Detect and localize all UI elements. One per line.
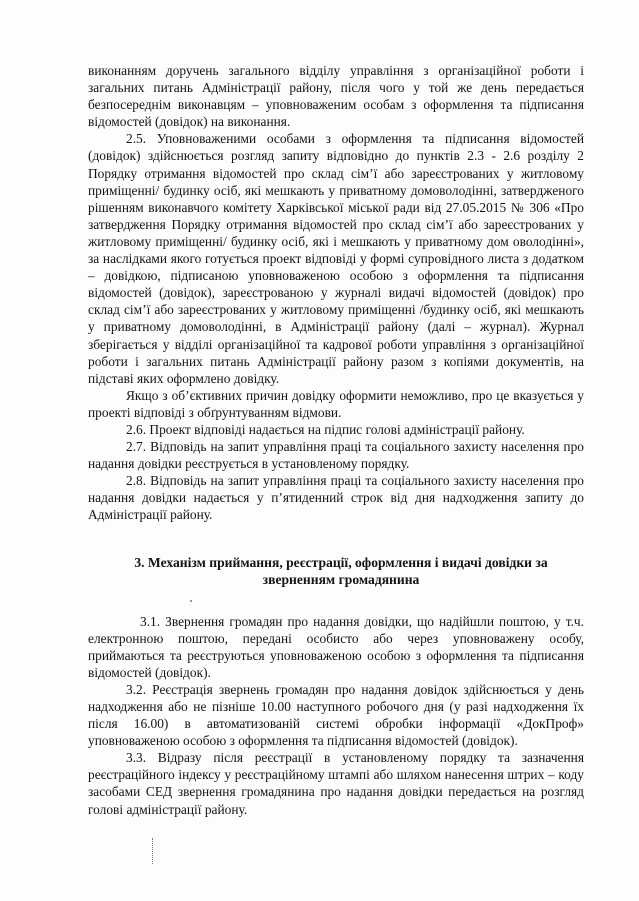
paragraph-3-3: 3.3. Відразу після реєстрації в установленому порядку та зазначення реєстраційного індексу у реєстраційному штампі або шляхом нанесення штрих – коду засобами СЕД звернення громадянина про надання довідки передається на розгляд голові адміністрації району. [88, 750, 584, 817]
paragraph-refusal: Якщо з об’єктивних причин довідку оформити неможливо, про це вказується у проекті відповіді з обґрунтуванням відмови. [88, 387, 584, 420]
scan-artifact-mark [152, 838, 155, 864]
scan-artifact-dot [190, 600, 192, 602]
paragraph-3-1: 3.1. Звернення громадян про надання довідки, що надійшли поштою, у т.ч. електронною поштою, передані особисто або через уповноважену особу, приймаються та реєструються уповноваженою особою з оформлення та підписання відомостей (довідок). [88, 613, 584, 680]
paragraph-3-2: 3.2. Реєстрація звернень громадян про надання довідок здійснюється у день надходження або не пізніше 10.00 наступного робочого дня (у разі надходження їх після 16.00) в автоматизованій системі обробки інформації «ДокПроф» уповноваженою особою з оформлення та підписання відомостей (довідок). [88, 681, 584, 749]
paragraph-2-6: 2.6. Проект відповіді надається на підпис голові адміністрації району. [126, 421, 525, 437]
section-3-heading: 3. Механізм приймання, реєстрації, оформлення і видачі довідки за зверненням громадянина [134, 554, 548, 588]
paragraph-2-5: 2.5. Уповноваженими особами з оформлення та підписання відомостей (довідок) здійснюється розгляд запиту відповідно до пунктів 2.3 - 2.6 розділу 2 Порядку отримання відомостей про склад сім’ї або зареєстрованих у житловому приміщенні/ будинку осіб, які мешкають у приватному домоволодінні, затвердженого рішенням виконавчого комітету Харківської міської ради від 27.05.2015 № 306 «Про затвердження Порядку отримання відомостей про склад сім’ї або зареєстрованих у житловому приміщенні/ будинку осіб, які і мешкають у приватному дом оволодінні», за наслідками якого готується проект відповіді у формі супровідного листа з додатком – довідкою, підписаною уповноваженою особою з оформлення та підписання відомостей (довідок), зареєстрованою у журналі видачі відомостей (довідок) про склад сім’ї або зареєстрованих у житловому приміщенні /будинку осіб, які мешкають у приватному домоволодінні, в Адміністрації району (далі – журнал). Журнал зберігається у відділі організаційної та кадрової роботи управління з організаційної роботи і загальних питань Адміністрації району разом з копіями документів, на підставі яких оформлено довідку. [88, 131, 584, 386]
paragraph-2-7: 2.7. Відповідь на запит управління праці та соціального захисту населення про надання довідки реєструється в установленому порядку. [88, 439, 584, 472]
paragraph-intro: виконанням доручень загального відділу управління з організаційної роботи і загальних питань Адміністрації району, після чого у той же день передається безпосереднім виконавцям – уповноваженим особам з оформлення та підписання відомостей (довідок) на виконання. [88, 63, 584, 130]
paragraph-2-8: 2.8. Відповідь на запит управління праці та соціального захисту населення про надання довідки надається у п’ятиденний строк від дня надходження запиту до Адміністрації району. [88, 473, 584, 523]
